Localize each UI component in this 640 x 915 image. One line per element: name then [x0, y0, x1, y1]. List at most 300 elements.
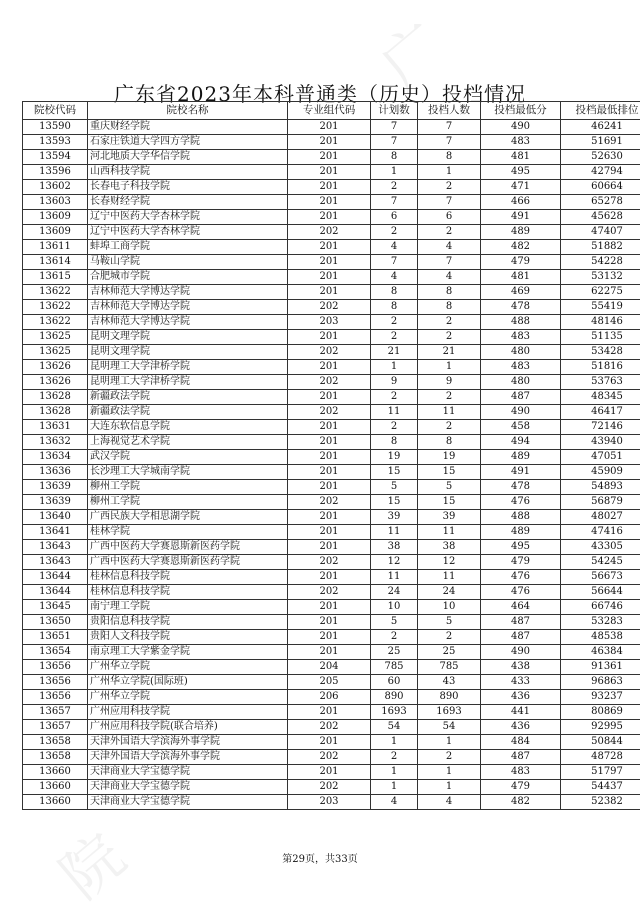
cell-plan-count: 7	[371, 255, 418, 270]
cell-school-code: 13596	[23, 165, 88, 180]
cell-plan-count: 7	[371, 120, 418, 135]
header-group-code: 专业组代码	[288, 102, 371, 120]
cell-group-code: 201	[288, 180, 371, 195]
cell-min-score: 495	[481, 165, 561, 180]
cell-plan-count: 7	[371, 195, 418, 210]
cell-min-score: 490	[481, 405, 561, 420]
cell-group-code: 201	[288, 540, 371, 555]
header-school-code: 院校代码	[23, 102, 88, 120]
cell-min-score: 490	[481, 645, 561, 660]
cell-group-code: 201	[288, 150, 371, 165]
cell-admit-count: 7	[418, 255, 481, 270]
cell-group-code: 203	[288, 315, 371, 330]
cell-group-code: 203	[288, 795, 371, 810]
table-row	[23, 450, 640, 465]
header-min-rank: 投档最低排位	[561, 102, 640, 120]
cell-school-name: 广州华立学院	[88, 660, 288, 675]
cell-admit-count: 25	[418, 645, 481, 660]
cell-plan-count: 4	[371, 270, 418, 285]
table-row	[23, 225, 640, 240]
cell-plan-count: 4	[371, 240, 418, 255]
cell-admit-count: 7	[418, 195, 481, 210]
cell-school-code: 13640	[23, 510, 88, 525]
cell-school-code: 13643	[23, 540, 88, 555]
cell-min-rank: 48728	[561, 750, 640, 765]
table-row	[23, 570, 640, 585]
cell-plan-count: 11	[371, 570, 418, 585]
cell-group-code: 202	[288, 780, 371, 795]
cell-group-code: 201	[288, 705, 371, 720]
cell-group-code: 201	[288, 165, 371, 180]
cell-min-score: 479	[481, 255, 561, 270]
cell-group-code: 202	[288, 345, 371, 360]
cell-plan-count: 7	[371, 135, 418, 150]
cell-plan-count: 1	[371, 735, 418, 750]
table-row	[23, 540, 640, 555]
cell-plan-count: 9	[371, 375, 418, 390]
cell-min-score: 487	[481, 390, 561, 405]
cell-school-name: 辽宁中医药大学杏林学院	[88, 210, 288, 225]
cell-min-score: 469	[481, 285, 561, 300]
cell-min-rank: 48027	[561, 510, 640, 525]
cell-admit-count: 2	[418, 315, 481, 330]
cell-min-score: 480	[481, 375, 561, 390]
cell-school-name: 贵阳信息科技学院	[88, 615, 288, 630]
cell-min-score: 491	[481, 210, 561, 225]
cell-plan-count: 2	[371, 750, 418, 765]
table-row	[23, 765, 640, 780]
cell-school-code: 13622	[23, 315, 88, 330]
cell-min-rank: 52382	[561, 795, 640, 810]
cell-admit-count: 4	[418, 240, 481, 255]
cell-school-code: 13651	[23, 630, 88, 645]
cell-school-code: 13628	[23, 390, 88, 405]
cell-min-rank: 53763	[561, 375, 640, 390]
table-row	[23, 615, 640, 630]
cell-school-code: 13602	[23, 180, 88, 195]
cell-school-code: 13657	[23, 705, 88, 720]
cell-school-name: 桂林信息科技学院	[88, 570, 288, 585]
table-row	[23, 660, 640, 675]
table-row	[23, 120, 640, 135]
cell-plan-count: 2	[371, 180, 418, 195]
cell-admit-count: 12	[418, 555, 481, 570]
cell-school-code: 13650	[23, 615, 88, 630]
table-row	[23, 285, 640, 300]
cell-group-code: 201	[288, 135, 371, 150]
cell-admit-count: 8	[418, 435, 481, 450]
cell-group-code: 201	[288, 120, 371, 135]
admission-table	[22, 101, 640, 810]
cell-min-score: 478	[481, 300, 561, 315]
cell-plan-count: 4	[371, 795, 418, 810]
table-row	[23, 630, 640, 645]
cell-plan-count: 1	[371, 165, 418, 180]
cell-min-score: 476	[481, 495, 561, 510]
cell-school-name: 广州应用科技学院	[88, 705, 288, 720]
cell-admit-count: 1693	[418, 705, 481, 720]
cell-min-rank: 56673	[561, 570, 640, 585]
table-row	[23, 330, 640, 345]
cell-school-code: 13644	[23, 585, 88, 600]
table-row	[23, 270, 640, 285]
cell-min-rank: 56644	[561, 585, 640, 600]
cell-school-code: 13656	[23, 660, 88, 675]
header-school-name: 院校名称	[88, 102, 288, 120]
cell-school-code: 13660	[23, 795, 88, 810]
cell-school-name: 广州华立学院	[88, 690, 288, 705]
cell-group-code: 201	[288, 615, 371, 630]
cell-school-code: 13645	[23, 600, 88, 615]
cell-min-rank: 51135	[561, 330, 640, 345]
cell-admit-count: 15	[418, 495, 481, 510]
cell-school-code: 13609	[23, 225, 88, 240]
cell-group-code: 201	[288, 465, 371, 480]
cell-school-code: 13656	[23, 675, 88, 690]
cell-school-name: 昆明文理学院	[88, 330, 288, 345]
cell-min-rank: 54228	[561, 255, 640, 270]
cell-group-code: 202	[288, 720, 371, 735]
cell-group-code: 201	[288, 435, 371, 450]
cell-school-code: 13626	[23, 360, 88, 375]
cell-min-rank: 80869	[561, 705, 640, 720]
header-min-score: 投档最低分	[481, 102, 561, 120]
cell-plan-count: 2	[371, 315, 418, 330]
cell-group-code: 201	[288, 735, 371, 750]
cell-school-code: 13603	[23, 195, 88, 210]
table-row	[23, 750, 640, 765]
cell-plan-count: 11	[371, 525, 418, 540]
cell-school-name: 辽宁中医药大学杏林学院	[88, 225, 288, 240]
cell-admit-count: 15	[418, 465, 481, 480]
cell-min-rank: 46241	[561, 120, 640, 135]
table-row	[23, 135, 640, 150]
cell-group-code: 201	[288, 645, 371, 660]
cell-min-score: 491	[481, 465, 561, 480]
cell-min-rank: 51797	[561, 765, 640, 780]
cell-min-score: 479	[481, 780, 561, 795]
cell-admit-count: 10	[418, 600, 481, 615]
cell-admit-count: 2	[418, 420, 481, 435]
table-row	[23, 480, 640, 495]
cell-school-name: 马鞍山学院	[88, 255, 288, 270]
cell-plan-count: 2	[371, 390, 418, 405]
cell-min-score: 484	[481, 735, 561, 750]
cell-plan-count: 785	[371, 660, 418, 675]
cell-min-score: 489	[481, 450, 561, 465]
cell-group-code: 202	[288, 555, 371, 570]
cell-min-score: 480	[481, 345, 561, 360]
cell-min-score: 483	[481, 330, 561, 345]
cell-min-score: 476	[481, 585, 561, 600]
header-plan-count: 计划数	[371, 102, 418, 120]
cell-plan-count: 25	[371, 645, 418, 660]
cell-plan-count: 38	[371, 540, 418, 555]
table-row	[23, 795, 640, 810]
cell-admit-count: 11	[418, 570, 481, 585]
cell-min-rank: 53283	[561, 615, 640, 630]
cell-school-name: 新疆政法学院	[88, 405, 288, 420]
cell-min-score: 481	[481, 150, 561, 165]
cell-min-rank: 47416	[561, 525, 640, 540]
table-row	[23, 705, 640, 720]
header-admit-count: 投档人数	[418, 102, 481, 120]
cell-plan-count: 1	[371, 360, 418, 375]
table-row	[23, 360, 640, 375]
table-row	[23, 255, 640, 270]
cell-school-name: 桂林学院	[88, 525, 288, 540]
cell-plan-count: 2	[371, 330, 418, 345]
cell-plan-count: 10	[371, 600, 418, 615]
cell-admit-count: 7	[418, 120, 481, 135]
cell-school-name: 天津商业大学宝德学院	[88, 780, 288, 795]
cell-school-name: 天津商业大学宝德学院	[88, 795, 288, 810]
cell-school-name: 广西中医药大学赛恩斯新医药学院	[88, 555, 288, 570]
cell-plan-count: 15	[371, 465, 418, 480]
cell-admit-count: 2	[418, 390, 481, 405]
table-row	[23, 390, 640, 405]
cell-school-code: 13590	[23, 120, 88, 135]
cell-group-code: 201	[288, 285, 371, 300]
cell-school-name: 长沙理工大学城南学院	[88, 465, 288, 480]
cell-min-rank: 47051	[561, 450, 640, 465]
cell-school-code: 13660	[23, 765, 88, 780]
cell-group-code: 206	[288, 690, 371, 705]
table-row	[23, 555, 640, 570]
cell-plan-count: 21	[371, 345, 418, 360]
cell-admit-count: 1	[418, 780, 481, 795]
cell-min-rank: 43940	[561, 435, 640, 450]
cell-school-code: 13625	[23, 330, 88, 345]
cell-plan-count: 8	[371, 300, 418, 315]
cell-plan-count: 19	[371, 450, 418, 465]
cell-school-name: 河北地质大学华信学院	[88, 150, 288, 165]
cell-min-score: 433	[481, 675, 561, 690]
cell-school-name: 广西民族大学相思湖学院	[88, 510, 288, 525]
cell-school-code: 13658	[23, 750, 88, 765]
cell-min-score: 483	[481, 135, 561, 150]
cell-school-name: 天津商业大学宝德学院	[88, 765, 288, 780]
cell-group-code: 201	[288, 765, 371, 780]
table-row	[23, 675, 640, 690]
cell-admit-count: 9	[418, 375, 481, 390]
cell-admit-count: 8	[418, 150, 481, 165]
cell-min-rank: 51691	[561, 135, 640, 150]
cell-school-code: 13593	[23, 135, 88, 150]
cell-min-score: 487	[481, 630, 561, 645]
watermark-mark: 广	[359, 1, 460, 105]
cell-admit-count: 1	[418, 735, 481, 750]
cell-min-rank: 91361	[561, 660, 640, 675]
cell-plan-count: 8	[371, 435, 418, 450]
cell-school-name: 石家庄铁道大学四方学院	[88, 135, 288, 150]
table-row	[23, 735, 640, 750]
cell-school-name: 天津外国语大学滨海外事学院	[88, 735, 288, 750]
cell-min-rank: 50844	[561, 735, 640, 750]
cell-plan-count: 2	[371, 225, 418, 240]
cell-min-rank: 55419	[561, 300, 640, 315]
cell-group-code: 202	[288, 225, 371, 240]
cell-min-rank: 51816	[561, 360, 640, 375]
cell-school-code: 13611	[23, 240, 88, 255]
cell-school-code: 13657	[23, 720, 88, 735]
cell-school-code: 13631	[23, 420, 88, 435]
cell-min-score: 490	[481, 120, 561, 135]
cell-min-score: 482	[481, 240, 561, 255]
cell-min-rank: 66746	[561, 600, 640, 615]
cell-school-name: 武汉学院	[88, 450, 288, 465]
cell-min-score: 479	[481, 555, 561, 570]
cell-school-code: 13660	[23, 780, 88, 795]
cell-admit-count: 54	[418, 720, 481, 735]
cell-school-name: 贵阳人文科技学院	[88, 630, 288, 645]
cell-group-code: 201	[288, 630, 371, 645]
cell-min-rank: 53428	[561, 345, 640, 360]
cell-min-rank: 56879	[561, 495, 640, 510]
cell-school-name: 合肥城市学院	[88, 270, 288, 285]
cell-group-code: 202	[288, 585, 371, 600]
cell-admit-count: 4	[418, 270, 481, 285]
cell-min-rank: 54245	[561, 555, 640, 570]
cell-school-name: 吉林师范大学博达学院	[88, 285, 288, 300]
cell-group-code: 201	[288, 360, 371, 375]
cell-school-name: 广西中医药大学赛恩斯新医药学院	[88, 540, 288, 555]
cell-school-code: 13634	[23, 450, 88, 465]
cell-school-name: 昆明文理学院	[88, 345, 288, 360]
cell-school-code: 13632	[23, 435, 88, 450]
cell-school-name: 山西科技学院	[88, 165, 288, 180]
cell-min-score: 483	[481, 765, 561, 780]
cell-school-code: 13622	[23, 300, 88, 315]
cell-plan-count: 8	[371, 150, 418, 165]
cell-group-code: 201	[288, 480, 371, 495]
watermark-mark: 院	[39, 811, 140, 915]
cell-plan-count: 6	[371, 210, 418, 225]
cell-min-score: 489	[481, 525, 561, 540]
cell-group-code: 201	[288, 450, 371, 465]
cell-plan-count: 1693	[371, 705, 418, 720]
cell-min-rank: 60664	[561, 180, 640, 195]
cell-group-code: 201	[288, 330, 371, 345]
cell-plan-count: 2	[371, 630, 418, 645]
cell-group-code: 201	[288, 195, 371, 210]
cell-school-name: 南京理工大学紫金学院	[88, 645, 288, 660]
cell-plan-count: 5	[371, 480, 418, 495]
cell-min-rank: 42794	[561, 165, 640, 180]
table-row	[23, 345, 640, 360]
cell-admit-count: 11	[418, 405, 481, 420]
table-row	[23, 525, 640, 540]
table-header-row	[23, 102, 640, 120]
table-row	[23, 405, 640, 420]
cell-plan-count: 8	[371, 285, 418, 300]
cell-min-rank: 45909	[561, 465, 640, 480]
table-row	[23, 420, 640, 435]
cell-school-name: 昆明理工大学津桥学院	[88, 360, 288, 375]
table-row	[23, 195, 640, 210]
cell-min-score: 494	[481, 435, 561, 450]
cell-min-score: 436	[481, 690, 561, 705]
cell-min-rank: 47407	[561, 225, 640, 240]
cell-admit-count: 4	[418, 795, 481, 810]
cell-min-rank: 93237	[561, 690, 640, 705]
cell-admit-count: 6	[418, 210, 481, 225]
cell-admit-count: 8	[418, 285, 481, 300]
cell-min-score: 488	[481, 510, 561, 525]
cell-school-name: 长春财经学院	[88, 195, 288, 210]
cell-min-score: 436	[481, 720, 561, 735]
table-row	[23, 585, 640, 600]
cell-school-name: 蚌埠工商学院	[88, 240, 288, 255]
table-row	[23, 435, 640, 450]
cell-admit-count: 2	[418, 750, 481, 765]
cell-group-code: 201	[288, 210, 371, 225]
cell-admit-count: 24	[418, 585, 481, 600]
cell-min-score: 438	[481, 660, 561, 675]
cell-group-code: 201	[288, 525, 371, 540]
cell-admit-count: 38	[418, 540, 481, 555]
cell-min-score: 441	[481, 705, 561, 720]
cell-min-score: 487	[481, 615, 561, 630]
cell-min-rank: 52630	[561, 150, 640, 165]
cell-plan-count: 54	[371, 720, 418, 735]
cell-group-code: 202	[288, 495, 371, 510]
cell-plan-count: 1	[371, 780, 418, 795]
cell-admit-count: 8	[418, 300, 481, 315]
table-row	[23, 600, 640, 615]
cell-school-code: 13654	[23, 645, 88, 660]
cell-school-name: 桂林信息科技学院	[88, 585, 288, 600]
cell-min-rank: 46417	[561, 405, 640, 420]
cell-min-score: 488	[481, 315, 561, 330]
cell-school-code: 13639	[23, 480, 88, 495]
cell-admit-count: 890	[418, 690, 481, 705]
cell-min-score: 471	[481, 180, 561, 195]
cell-admit-count: 2	[418, 630, 481, 645]
cell-school-code: 13639	[23, 495, 88, 510]
cell-min-score: 495	[481, 540, 561, 555]
cell-group-code: 202	[288, 750, 371, 765]
cell-admit-count: 39	[418, 510, 481, 525]
cell-min-score: 478	[481, 480, 561, 495]
cell-min-rank: 54437	[561, 780, 640, 795]
cell-plan-count: 5	[371, 615, 418, 630]
page-title: 广东省2023年本科普通类（历史）投档情况	[0, 78, 640, 107]
cell-school-code: 13622	[23, 285, 88, 300]
table-row	[23, 690, 640, 705]
cell-school-code: 13644	[23, 570, 88, 585]
table-row	[23, 720, 640, 735]
table-row	[23, 510, 640, 525]
cell-group-code: 202	[288, 405, 371, 420]
cell-min-rank: 48538	[561, 630, 640, 645]
cell-min-score: 476	[481, 570, 561, 585]
cell-admit-count: 1	[418, 360, 481, 375]
table-row	[23, 315, 640, 330]
cell-admit-count: 5	[418, 480, 481, 495]
cell-school-code: 13641	[23, 525, 88, 540]
cell-admit-count: 2	[418, 330, 481, 345]
cell-school-code: 13656	[23, 690, 88, 705]
cell-min-score: 466	[481, 195, 561, 210]
cell-school-code: 13626	[23, 375, 88, 390]
table-row	[23, 210, 640, 225]
cell-school-name: 重庆财经学院	[88, 120, 288, 135]
cell-group-code: 201	[288, 420, 371, 435]
table-row	[23, 240, 640, 255]
cell-admit-count: 1	[418, 165, 481, 180]
cell-school-name: 南宁理工学院	[88, 600, 288, 615]
